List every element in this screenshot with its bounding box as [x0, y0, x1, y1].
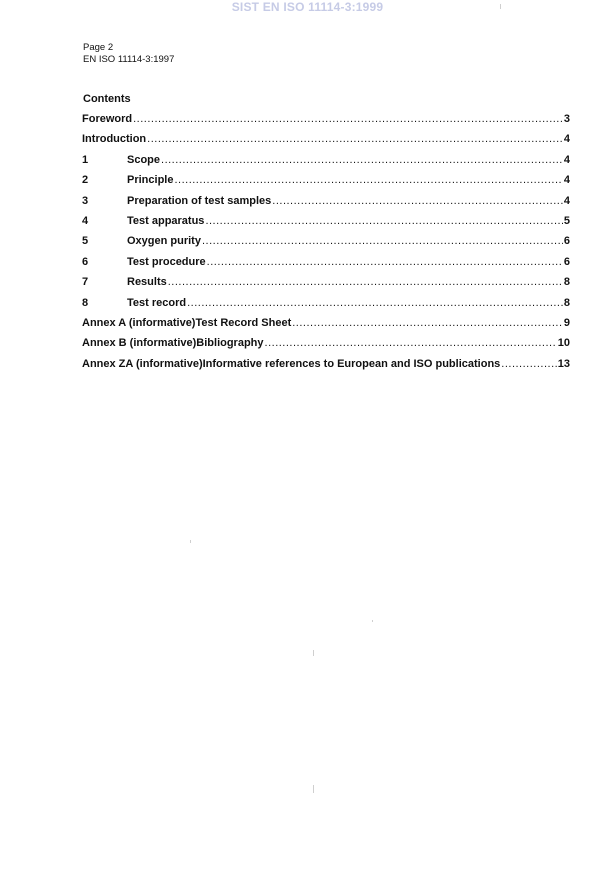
toc-entry-page: 5: [563, 214, 570, 227]
toc-entry-title: Annex B (informative)Bibliography: [82, 337, 264, 350]
toc-entry-scope[interactable]: [82, 154, 570, 174]
toc-entry-page: 6: [563, 235, 570, 248]
toc-entry-annex-za[interactable]: [82, 358, 570, 378]
toc-entry-number: 6: [82, 255, 89, 268]
toc-entry-page: 8: [563, 296, 570, 309]
toc-entry-annex-a[interactable]: [82, 317, 570, 337]
leader-dots: [168, 276, 563, 288]
toc-entry-page: 13: [557, 357, 570, 370]
toc-entry-number: 8: [82, 296, 89, 309]
leader-dots: [292, 317, 563, 329]
toc-entry-title: Test procedure: [127, 255, 206, 268]
toc-entry-test-apparatus[interactable]: [82, 215, 570, 235]
toc-entry-number: 3: [82, 194, 89, 207]
toc-entry-page: 10: [557, 337, 570, 350]
toc-entry-page: 8: [563, 276, 570, 289]
page-number-label: Page 2: [83, 42, 114, 53]
toc-entry-number: 7: [82, 276, 89, 289]
toc-entry-annex-b[interactable]: [82, 337, 570, 357]
leader-dots: [161, 154, 563, 166]
leader-dots: [205, 215, 562, 227]
scan-speck: [313, 650, 314, 656]
toc-entry-title: Preparation of test samples: [127, 194, 272, 207]
toc-entry-number: 4: [82, 214, 89, 227]
toc-entry-title: Foreword: [82, 113, 133, 125]
table-of-contents: [82, 113, 570, 378]
toc-entry-title: Principle: [127, 174, 174, 187]
leader-dots: [147, 133, 563, 145]
toc-entry-page: 3: [563, 113, 570, 125]
leader-dots: [501, 358, 556, 370]
toc-entry-title: Annex ZA (informative)Informative references to European and ISO publications: [82, 357, 501, 370]
scan-speck: [313, 785, 314, 793]
toc-entry-title: Scope: [127, 153, 161, 166]
toc-entry-introduction[interactable]: [82, 133, 570, 153]
scan-speck: [190, 540, 191, 543]
toc-entry-title: Results: [127, 276, 167, 289]
toc-entry-test-record[interactable]: [82, 297, 570, 317]
toc-entry-preparation[interactable]: [82, 195, 570, 215]
toc-entry-oxygen-purity[interactable]: [82, 235, 570, 255]
watermark: SIST EN ISO 11114-3:1999: [231, 0, 384, 14]
toc-entry-title: Annex A (informative)Test Record Sheet: [82, 316, 292, 329]
leader-dots: [174, 174, 562, 186]
toc-entry-title: Test apparatus: [127, 214, 205, 227]
toc-entry-page: 6: [563, 255, 570, 268]
leader-dots: [207, 256, 563, 268]
leader-dots: [202, 235, 563, 247]
toc-entry-title: Oxygen purity: [127, 235, 201, 248]
leader-dots: [187, 297, 563, 309]
toc-entry-number: 2: [82, 174, 89, 187]
document-id: EN ISO 11114-3:1997: [83, 53, 175, 65]
toc-entry-number: 1: [82, 153, 89, 166]
scan-speck: [500, 4, 501, 9]
toc-entry-page: 4: [563, 174, 570, 187]
toc-entry-principle[interactable]: [82, 174, 570, 194]
toc-entry-page: 4: [563, 153, 570, 166]
toc-entry-title: Test record: [127, 296, 187, 309]
contents-heading: Contents: [83, 93, 131, 105]
page-header: [83, 42, 174, 65]
scan-speck: [372, 620, 373, 622]
leader-dots: [265, 337, 557, 349]
toc-entry-page: 9: [563, 316, 570, 329]
toc-entry-title: Introduction: [82, 133, 147, 146]
leader-dots: [272, 195, 563, 207]
toc-entry-results[interactable]: [82, 276, 570, 296]
toc-entry-number: 5: [82, 235, 89, 248]
toc-entry-page: 4: [563, 133, 570, 146]
toc-entry-page: 4: [563, 194, 570, 207]
toc-entry-test-procedure[interactable]: [82, 256, 570, 276]
leader-dots: [133, 113, 563, 125]
toc-entry-foreword[interactable]: [82, 113, 570, 133]
